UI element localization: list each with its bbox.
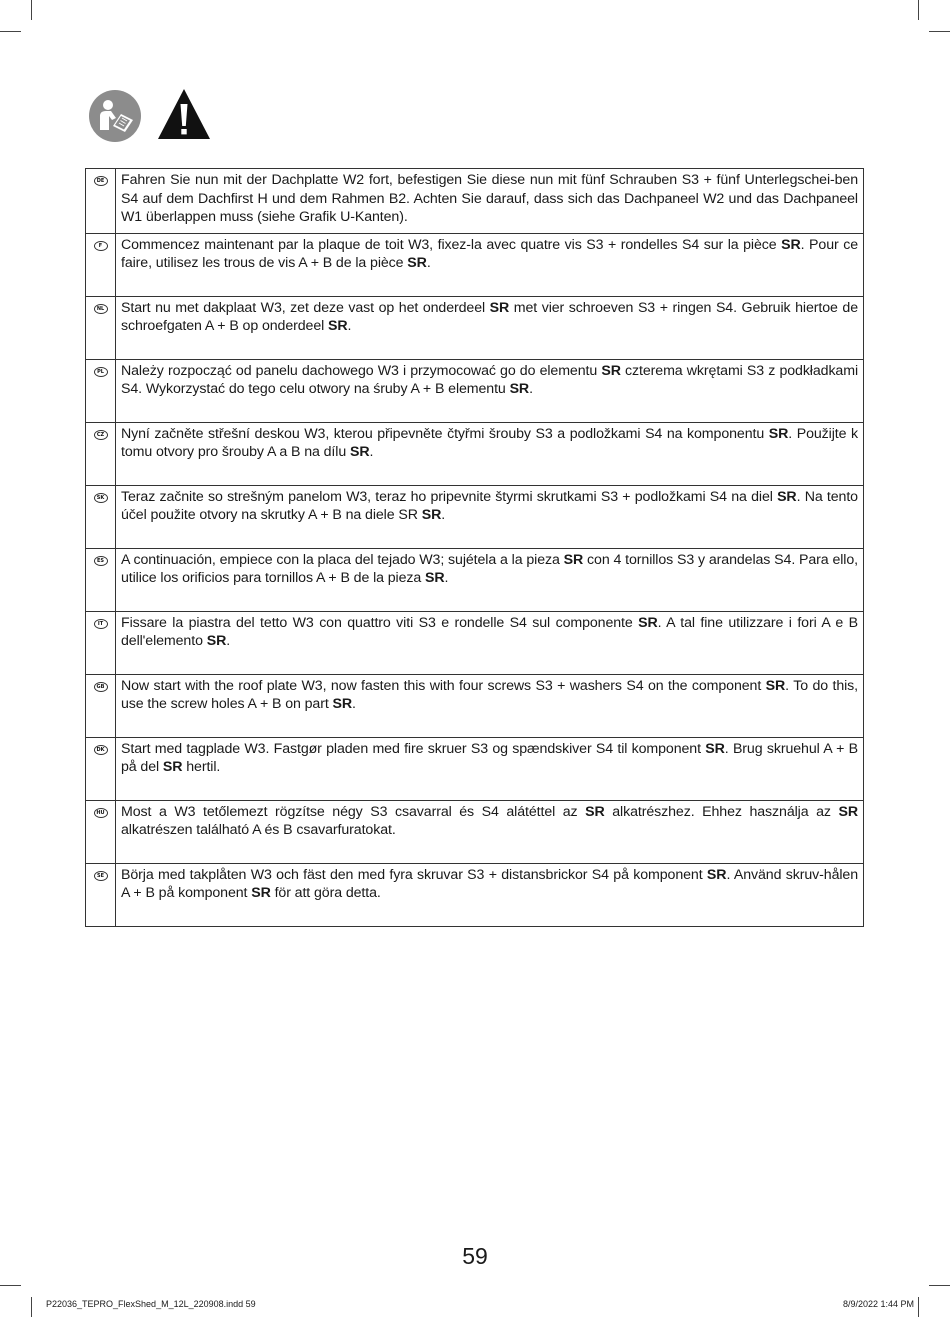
language-cell xyxy=(86,611,116,674)
part-code: SR xyxy=(206,633,227,649)
part-code: SR xyxy=(421,507,442,523)
instruction-table xyxy=(85,168,864,927)
language-cell xyxy=(86,548,116,611)
crop-mark xyxy=(918,0,919,20)
part-code: SR xyxy=(838,803,858,820)
instruction-row xyxy=(86,863,864,926)
crop-mark xyxy=(31,1297,32,1317)
page-number: 59 xyxy=(462,1243,488,1269)
instruction-text xyxy=(116,485,864,548)
text-segment: . xyxy=(226,633,231,649)
instruction-text xyxy=(116,737,864,800)
part-code: SR xyxy=(407,255,427,271)
instruction-row xyxy=(86,422,864,485)
instruction-text xyxy=(116,863,864,926)
crop-mark xyxy=(929,31,950,32)
text-segment: con 4 tornillos S3 y arandelas S4. Para ello, utilice los orificios para tornillos A + B de la pieza xyxy=(121,551,858,586)
footer-file-info: P22036_TEPRO_FlexShed_M_12L_220908.indd 59 xyxy=(46,1299,256,1309)
language-flag-icon: HU xyxy=(94,808,108,818)
part-code: SR xyxy=(777,488,797,505)
language-cell xyxy=(86,800,116,863)
part-code: SR xyxy=(489,299,510,316)
instruction-text xyxy=(116,422,864,485)
crop-mark xyxy=(918,1297,919,1317)
instruction-row xyxy=(86,548,864,611)
instruction-row xyxy=(86,233,864,296)
part-code: SR xyxy=(705,740,725,757)
part-code: SR xyxy=(765,677,786,694)
text-segment: alkatrészhez. Ehhez használja az xyxy=(604,803,839,820)
text-segment: Now start with the roof plate W3, now fasten this with four screws S3 + washers S4 on the component xyxy=(121,677,766,694)
instruction-text xyxy=(116,800,864,863)
text-segment: . A tal fine utilizzare i fori A e B dell'elemento xyxy=(121,614,858,649)
language-cell xyxy=(86,169,116,234)
part-code: SR xyxy=(328,318,348,334)
instruction-text xyxy=(116,611,864,674)
language-flag-icon: CZ xyxy=(94,430,108,440)
text-segment: . xyxy=(347,318,352,334)
part-code: SR xyxy=(781,236,801,253)
instruction-row xyxy=(86,485,864,548)
instruction-text xyxy=(116,169,864,234)
text-segment: . xyxy=(352,696,356,712)
part-code: SR xyxy=(162,759,183,775)
instruction-row xyxy=(86,296,864,359)
language-flag-icon: GB xyxy=(94,682,108,692)
language-flag-icon: DE xyxy=(94,176,108,186)
language-flag-icon: SE xyxy=(94,871,108,881)
text-segment: Most a W3 tetőlemezt rögzítse négy S3 csavarral és S4 alátéttel az xyxy=(121,803,586,820)
text-segment: Teraz začnite so strešným panelom W3, teraz ho pripevnite štyrmi skrutkami S3 + podložkami S4 na diel xyxy=(121,488,778,505)
language-cell xyxy=(86,674,116,737)
language-flag-icon: ES xyxy=(94,556,108,566)
text-segment: . Brug skruehul A + B på del xyxy=(121,740,858,775)
text-segment: A continuación, empiece con la placa del tejado W3; sujétela a la pieza xyxy=(121,551,564,568)
language-cell xyxy=(86,233,116,296)
text-segment: . xyxy=(529,381,533,397)
part-code: SR xyxy=(706,866,727,883)
warning-triangle-icon xyxy=(157,88,211,140)
text-segment: . xyxy=(441,507,446,523)
instruction-text xyxy=(116,359,864,422)
instruction-row xyxy=(86,169,864,234)
language-flag-icon: NL xyxy=(94,304,108,314)
text-segment: . xyxy=(426,255,431,271)
instruction-row xyxy=(86,737,864,800)
language-flag-icon: IT xyxy=(94,619,108,629)
language-flag-icon: SK xyxy=(94,493,108,503)
crop-mark xyxy=(31,0,32,20)
text-segment: . Na tento účel použite otvory na skrutky A + B na diele SR xyxy=(121,488,858,523)
language-cell xyxy=(86,359,116,422)
instruction-text xyxy=(116,674,864,737)
text-segment: met vier schroeven S3 + ringen S4. Gebruik hiertoe de schroefgaten A + B op onderdeel xyxy=(121,299,858,334)
text-segment: Start med tagplade W3. Fastgør pladen med fire skruer S3 og spændskiver S4 til komponent xyxy=(121,740,706,757)
language-flag-icon: DK xyxy=(94,745,108,755)
text-segment: . xyxy=(444,570,449,586)
text-segment: Należy rozpocząć od panelu dachowego W3 i przymocować go do elementu xyxy=(121,362,602,379)
instruction-row xyxy=(86,674,864,737)
part-code: SR xyxy=(563,551,584,568)
crop-mark xyxy=(0,31,21,32)
text-segment: för att göra detta. xyxy=(270,885,381,901)
part-code: SR xyxy=(768,425,789,442)
header-icons xyxy=(89,88,229,142)
part-code: SR xyxy=(601,362,621,379)
language-flag-icon: PL xyxy=(94,367,108,377)
part-code: SR xyxy=(509,381,530,397)
language-cell xyxy=(86,863,116,926)
instruction-text xyxy=(116,296,864,359)
instruction-text xyxy=(116,548,864,611)
text-segment: Börja med takplåten W3 och fäst den med fyra skruvar S3 + distansbrickor S4 på komponent xyxy=(121,866,707,883)
text-segment: Fahren Sie nun mit der Dachplatte W2 fort, befestigen Sie diese nun mit fünf Schrauben S3 + fünf Unterlegschei-ben S4 auf dem Dachfirst H und dem Rahmen B2. Achten Sie darauf, dass sich das Dachpaneel W2 und das Dachpaneel W1 überlappen muss (siehe Grafik U-Kanten). xyxy=(121,172,858,225)
text-segment: Nyní začněte střešní deskou W3, kterou připevněte čtyřmi šrouby S3 a podložkami S4 na komponentu xyxy=(121,425,769,442)
text-segment: . Použijte k tomu otvory pro šrouby A a B na dílu xyxy=(121,425,858,460)
text-segment: Commencez maintenant par la plaque de toit W3, fixez-la avec quatre vis S3 + rondelles S4 sur la pièce xyxy=(121,236,782,253)
read-manual-icon xyxy=(89,90,141,142)
language-cell xyxy=(86,422,116,485)
instruction-text xyxy=(116,233,864,296)
crop-mark xyxy=(0,1285,21,1286)
crop-mark xyxy=(929,1285,950,1286)
instruction-row xyxy=(86,359,864,422)
part-code: SR xyxy=(251,885,271,901)
text-segment: czterema wkrętami S3 z podkładkami S4. Wykorzystać do tego celu otwory na śruby A + B elementu xyxy=(121,362,858,397)
part-code: SR xyxy=(349,444,370,460)
part-code: SR xyxy=(585,803,605,820)
language-cell xyxy=(86,485,116,548)
instruction-row xyxy=(86,611,864,674)
text-segment: alkatrészen található A és B csavarfuratokat. xyxy=(121,822,396,838)
text-segment: hertil. xyxy=(182,759,221,775)
language-cell xyxy=(86,296,116,359)
language-cell xyxy=(86,737,116,800)
text-segment: Start nu met dakplaat W3, zet deze vast op het onderdeel xyxy=(121,299,490,316)
language-flag-icon: F xyxy=(94,241,108,251)
text-segment: . xyxy=(369,444,374,460)
instruction-row xyxy=(86,800,864,863)
footer-timestamp: 8/9/2022 1:44 PM xyxy=(842,1299,914,1309)
text-segment: . Använd skruv-hålen A + B på komponent xyxy=(121,866,858,901)
part-code: SR xyxy=(638,614,658,631)
part-code: SR xyxy=(332,696,353,712)
text-segment: . Pour ce faire, utilisez les trous de vis A + B de la pièce xyxy=(121,236,858,271)
part-code: SR xyxy=(425,570,445,586)
text-segment: . To do this, use the screw holes A + B on part xyxy=(121,677,859,712)
text-segment: Fissare la piastra del tetto W3 con quattro viti S3 e rondelle S4 sul componente xyxy=(121,614,639,631)
